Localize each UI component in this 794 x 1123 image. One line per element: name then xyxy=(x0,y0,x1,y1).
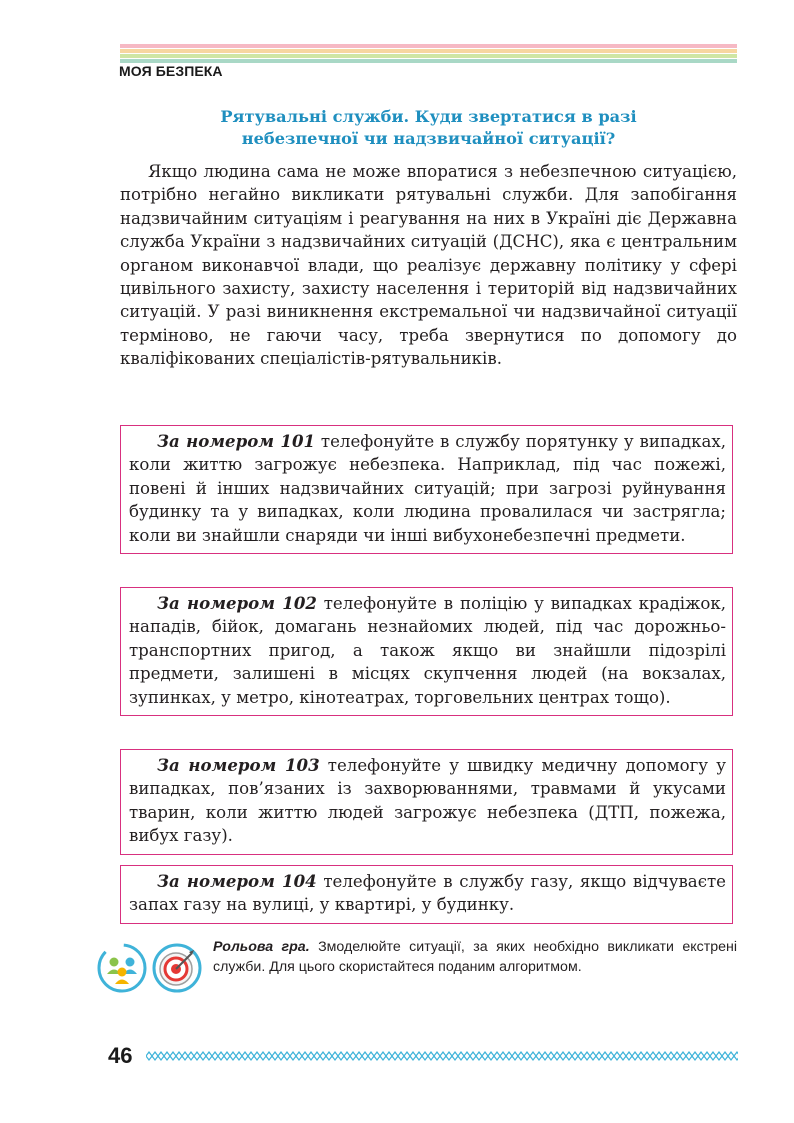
title-line-2: небезпечної чи надзвичайної ситуації? xyxy=(241,129,616,148)
section-label: МОЯ БЕЗПЕКА xyxy=(119,63,223,79)
target-icon xyxy=(151,942,203,994)
box-paragraph xyxy=(129,592,726,709)
stripe-yellow xyxy=(120,49,737,53)
box-lead: За номером 102 xyxy=(157,593,317,613)
emergency-box-102 xyxy=(120,587,733,716)
emergency-box-103 xyxy=(120,749,733,855)
stripe-pink xyxy=(120,44,737,48)
box-text: телефонуйте в службу порятунку у випадках, коли життю загрожує небезпека. Наприклад, під час пожежі, повені й інших надзвичайних ситуацій; при загрозі руйнування будинку та у випадках, коли людина провалилася чи застрягла; коли ви знайшли снаряди чи інші вибухонебезпечні предмети. xyxy=(129,432,727,545)
group-people-icon xyxy=(96,942,148,994)
page-number: 46 xyxy=(108,1043,133,1068)
header-stripes xyxy=(120,44,737,64)
page-title xyxy=(120,106,737,150)
intro-paragraph: Якщо людина сама не може впоратися з небезпечною ситуацією, потрібно негайно викликати рятувальні служби. Для запобігання надзвичайним ситуаціям і реагування на них в Україні діє Державна служба України з надзвичайних ситуацій (ДСНС), яка є центральним органом виконавчої влади, що реалізує державну політику у сфері цивільного захисту, захисту населення і територій від надзвичайних ситуацій. У разі виникнення екстремальної чи надзвичайної ситуації терміново, не гаючи часу, треба звернутися по допомогу до кваліфікованих спеціалістів-рятувальників. xyxy=(120,162,737,369)
box-lead: За номером 104 xyxy=(157,871,317,891)
emergency-box-101 xyxy=(120,425,733,554)
title-line-1: Рятувальні служби. Куди звертатися в разі xyxy=(220,107,637,126)
box-lead: За номером 103 xyxy=(157,755,320,775)
box-lead: За номером 101 xyxy=(157,431,316,451)
role-game-text xyxy=(213,938,737,977)
box-paragraph xyxy=(129,430,726,547)
box-text: телефонуйте у швидку медичну допомогу у випадках, пов’язаних із захворюваннями, травмами й укусами тварин, коли життю людей загрожує небезпека (ДТП, пожежа, вибух газу). xyxy=(129,756,726,846)
box-text: телефонуйте в службу газу, якщо відчуваєте запах газу на вулиці, у квартирі, у будинку. xyxy=(129,872,726,915)
role-game-lead: Рольова гра. xyxy=(213,939,310,955)
box-text: телефонуйте в поліцію у випадках крадіжок, нападів, бійок, домагань незнайомих людей, під час дорожньо-транспортних пригод, а також якщо ви знайшли підозрілі предмети, залишені в місцях скупчення людей (на вокзалах, зупинках, у метро, кінотеатрах, торговельних центрах тощо). xyxy=(129,594,726,707)
emergency-box-104 xyxy=(120,865,733,924)
stripe-green xyxy=(120,54,737,58)
footer-pattern xyxy=(146,1051,738,1061)
box-paragraph xyxy=(129,870,726,917)
role-game-block xyxy=(96,938,737,1010)
role-game-body: Змоделюйте ситуації, за яких необхідно викликати екстрені служби. Для цього скористайтеся поданим алгоритмом. xyxy=(213,939,737,975)
box-paragraph xyxy=(129,754,726,848)
